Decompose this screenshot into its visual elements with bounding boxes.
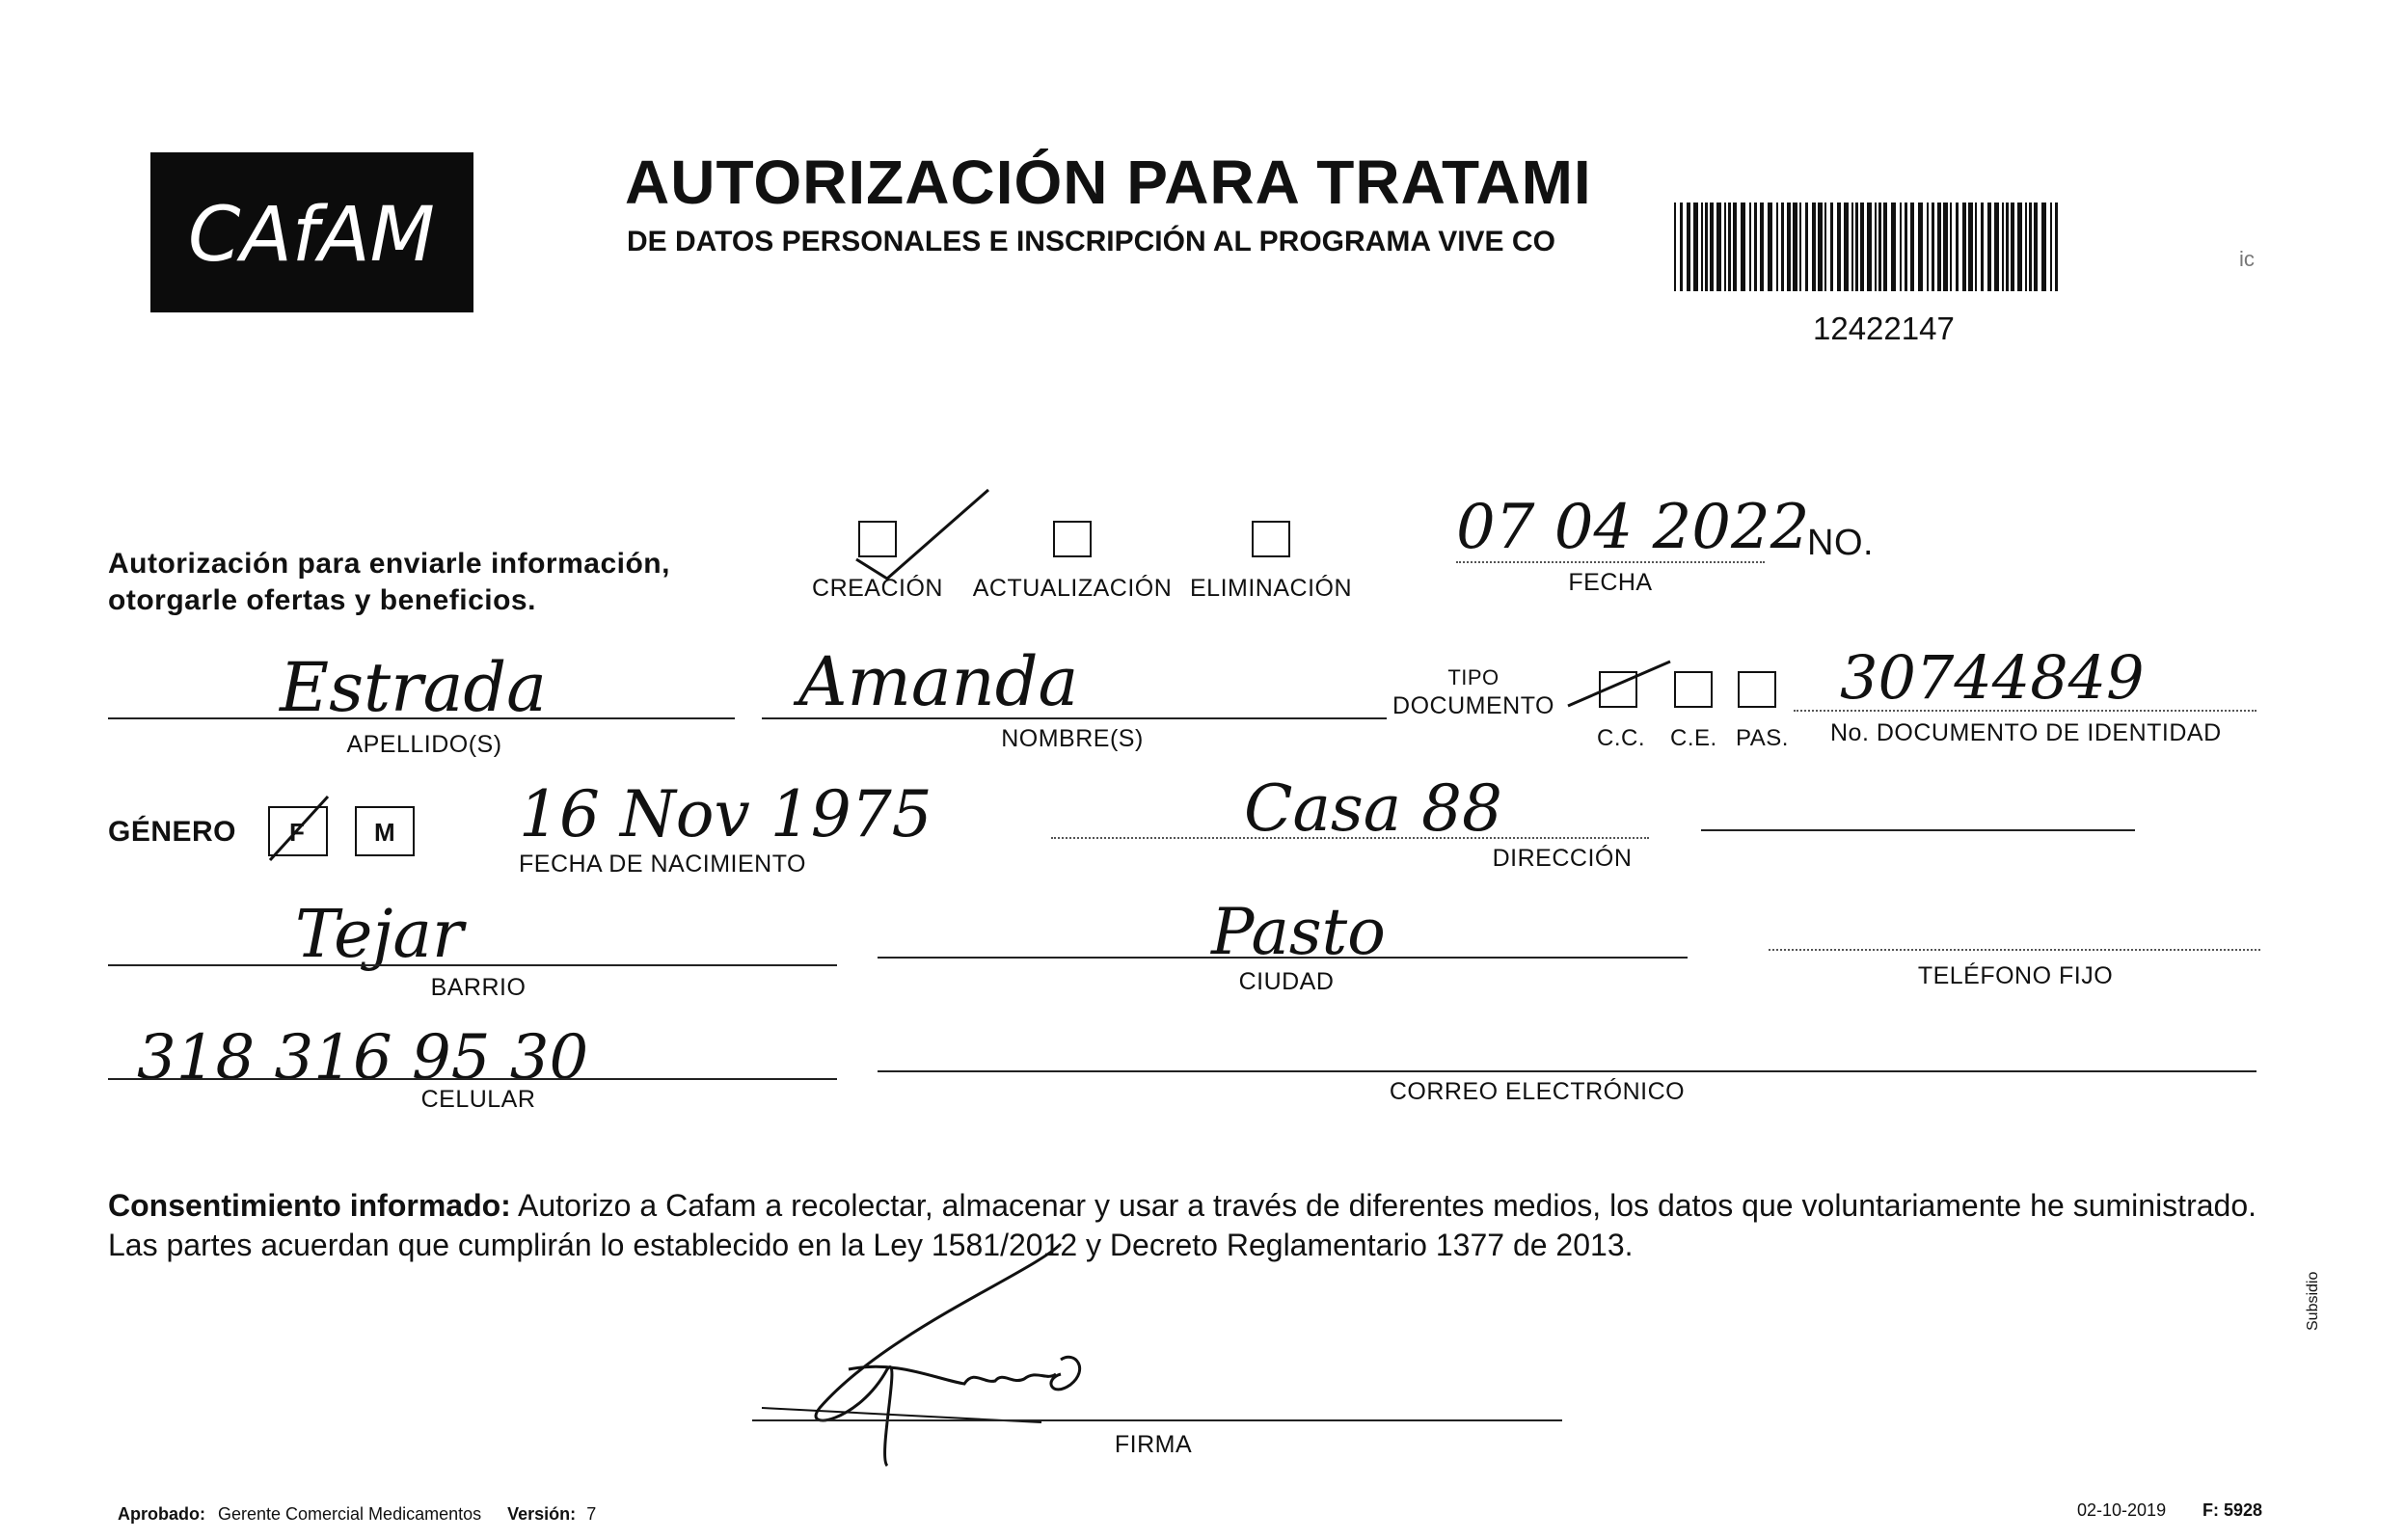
barcode-bar	[1918, 203, 1923, 291]
cf-checkbox[interactable]	[1674, 671, 1713, 708]
authorization-text-line1: Autorización para enviarle información,	[108, 548, 670, 580]
landline-line	[1769, 949, 2260, 951]
barcode-bar	[1749, 203, 1751, 291]
barcode-bar	[1768, 203, 1772, 291]
barcode-bar	[1937, 203, 1941, 291]
barcode-bar	[2034, 203, 2038, 291]
barcode-bar	[2029, 203, 2032, 291]
barcode-bar	[1716, 203, 1721, 291]
barcode-bar	[1818, 203, 1823, 291]
version-value: 7	[586, 1504, 597, 1524]
consent-paragraph	[108, 1186, 2256, 1265]
barcode-bar	[1927, 203, 1929, 291]
address-label: DIRECCIÓN	[1492, 845, 1633, 872]
date-label: FECHA	[1568, 569, 1653, 596]
document-number-line	[1794, 710, 2256, 712]
mobile-label: CELULAR	[420, 1086, 536, 1113]
document-type-label-1: TIPO	[1447, 665, 1500, 689]
cf-label: C.E.	[1670, 725, 1717, 751]
barcode-bar	[1844, 203, 1849, 291]
approved-block	[118, 1504, 596, 1525]
document-type-label-2: DOCUMENTO	[1392, 692, 1554, 719]
neighborhood-line	[108, 964, 837, 966]
surname-value: Estrada	[280, 648, 547, 727]
barcode-bar	[1932, 203, 1934, 291]
creation-label: CREACIÓN	[812, 575, 943, 602]
signature-label: FIRMA	[1114, 1431, 1193, 1458]
barcode-bar	[2006, 203, 2009, 291]
gender-m-checkbox[interactable]	[355, 806, 415, 856]
barcode-bar	[1728, 203, 1731, 291]
barcode-bar	[1855, 203, 1858, 291]
barcode-bar	[1837, 203, 1841, 291]
email-label: CORREO ELECTRÓNICO	[1389, 1078, 1686, 1105]
approved-value: Gerente Comercial Medicamentos	[218, 1504, 482, 1524]
elimination-label: ELIMINACIÓN	[1189, 575, 1353, 602]
mobile-value: 318 316 95 30	[137, 1022, 589, 1094]
barcode-bar	[1943, 203, 1948, 291]
name-label: NOMBRE(S)	[1001, 725, 1144, 752]
email-line	[878, 1070, 2256, 1072]
barcode-bar	[1793, 203, 1797, 291]
consent-heading: Consentimiento informado:	[108, 1188, 511, 1223]
update-checkbox[interactable]	[1053, 521, 1092, 557]
barcode-bar	[1693, 203, 1698, 291]
barcode-bar	[1830, 203, 1833, 291]
barcode-bar	[1701, 203, 1703, 291]
mobile-line	[108, 1078, 837, 1080]
handwritten-signature	[743, 1215, 1109, 1475]
barcode	[1674, 203, 2069, 296]
form-subtitle: DE DATOS PERSONALES E INSCRIPCIÓN AL PROGRAMA VIVE CO	[627, 226, 1555, 257]
barcode-bar	[1905, 203, 1907, 291]
document-number-value: 30744849	[1840, 642, 2145, 713]
name-value: Amanda	[798, 642, 1079, 721]
birth-date-label: FECHA DE NACIMIENTO	[519, 851, 806, 878]
barcode-bar	[2017, 203, 2022, 291]
signature-line	[752, 1419, 1562, 1421]
address-value: Casa 88	[1244, 771, 1503, 846]
form-title: AUTORIZACIÓN PARA TRATAMI	[625, 148, 1592, 217]
barcode-bar	[1956, 203, 1959, 291]
barcode-bar	[1910, 203, 1914, 291]
barcode-bar	[1799, 203, 1801, 291]
barcode-bar	[1705, 203, 1708, 291]
barcode-bar	[1878, 203, 1881, 291]
date-value: 07 04 2022	[1456, 492, 1810, 563]
name-line	[762, 717, 1387, 719]
approved-label: Aprobado:	[118, 1504, 205, 1524]
barcode-bar	[1981, 203, 1984, 291]
address-line-2	[1701, 829, 2135, 831]
authorization-text-line2: otorgarle ofertas y beneficios.	[108, 584, 536, 616]
barcode-bar	[1687, 203, 1690, 291]
barcode-bar	[2025, 203, 2027, 291]
consent-text: Autorizo a Cafam a recolectar, almacenar y usar a través de diferentes medios, los datos que voluntariamente he suministrado. Las partes acuerdan que cumplirán lo establecido en la Ley 1581/2012 y Decreto Reglamentario 1377 de 2013.	[108, 1188, 2257, 1262]
barcode-bar	[1674, 203, 1676, 291]
no-label: NO.	[1807, 523, 1875, 563]
neighborhood-label: BARRIO	[430, 974, 527, 1001]
gender-m-label: M	[374, 818, 395, 847]
barcode-bar	[1975, 203, 1977, 291]
barcode-bar	[1776, 203, 1778, 291]
city-label: CIUDAD	[1238, 968, 1335, 995]
gender-f-check-mark	[260, 791, 338, 868]
barcode-bar	[1812, 203, 1816, 291]
document-number-label: No. DOCUMENTO DE IDENTIDAD	[1830, 719, 2222, 746]
corner-mark: ic	[2239, 247, 2255, 271]
barcode-bar	[2002, 203, 2004, 291]
barcode-bar	[1968, 203, 1973, 291]
barcode-bar	[1824, 203, 1826, 291]
creation-check-mark	[849, 482, 993, 588]
barcode-bar	[1962, 203, 1966, 291]
barcode-bar	[1787, 203, 1791, 291]
cafam-logo	[150, 152, 473, 312]
surname-label: APELLIDO(S)	[346, 731, 502, 758]
barcode-bar	[1710, 203, 1714, 291]
city-line	[878, 957, 1688, 959]
barcode-bar	[1724, 203, 1726, 291]
surname-line	[108, 717, 735, 719]
barcode-bar	[1994, 203, 1999, 291]
barcode-bar	[1891, 203, 1896, 291]
pas-label: PAS.	[1736, 725, 1789, 751]
barcode-bar	[1867, 203, 1872, 291]
version-label: Versión:	[507, 1504, 577, 1524]
barcode-bar	[1741, 203, 1745, 291]
city-value: Pasto	[1211, 895, 1386, 969]
update-label: ACTUALIZACIÓN	[972, 575, 1173, 602]
barcode-bar	[1900, 203, 1902, 291]
barcode-bar	[1781, 203, 1784, 291]
barcode-bar	[2050, 203, 2052, 291]
landline-label: TELÉFONO FIJO	[1917, 962, 2114, 989]
pas-checkbox[interactable]	[1738, 671, 1776, 708]
cc-label: C.C.	[1597, 725, 1645, 751]
barcode-number: 12422147	[1813, 311, 1955, 346]
barcode-bar	[2041, 203, 2046, 291]
elimination-checkbox[interactable]	[1252, 521, 1290, 557]
cc-check-mark	[1562, 656, 1678, 714]
barcode-bar	[1760, 203, 1764, 291]
barcode-bar	[1733, 203, 1737, 291]
address-line-1	[1051, 837, 1649, 839]
date-line	[1456, 561, 1765, 563]
barcode-bar	[2011, 203, 2014, 291]
barcode-bar	[1950, 203, 1952, 291]
logo-text: CAfAM	[188, 192, 435, 279]
side-text: Subsidio	[2305, 1271, 2321, 1331]
gender-f-label: F	[289, 818, 305, 847]
barcode-bar	[2055, 203, 2058, 291]
barcode-bar	[1860, 203, 1864, 291]
barcode-bar	[1805, 203, 1808, 291]
footer-code: F: 5928	[2202, 1500, 2263, 1520]
barcode-bar	[1680, 203, 1683, 291]
footer-date: 02-10-2019	[2077, 1500, 2167, 1520]
gender-label: GÉNERO	[108, 816, 237, 848]
neighborhood-value: Tejar	[295, 897, 464, 973]
barcode-bar	[1754, 203, 1757, 291]
barcode-bar	[1883, 203, 1887, 291]
barcode-bar	[1851, 203, 1853, 291]
birth-date-value: 16 Nov 1975	[519, 777, 932, 851]
barcode-bar	[1875, 203, 1877, 291]
barcode-bar	[1987, 203, 1991, 291]
